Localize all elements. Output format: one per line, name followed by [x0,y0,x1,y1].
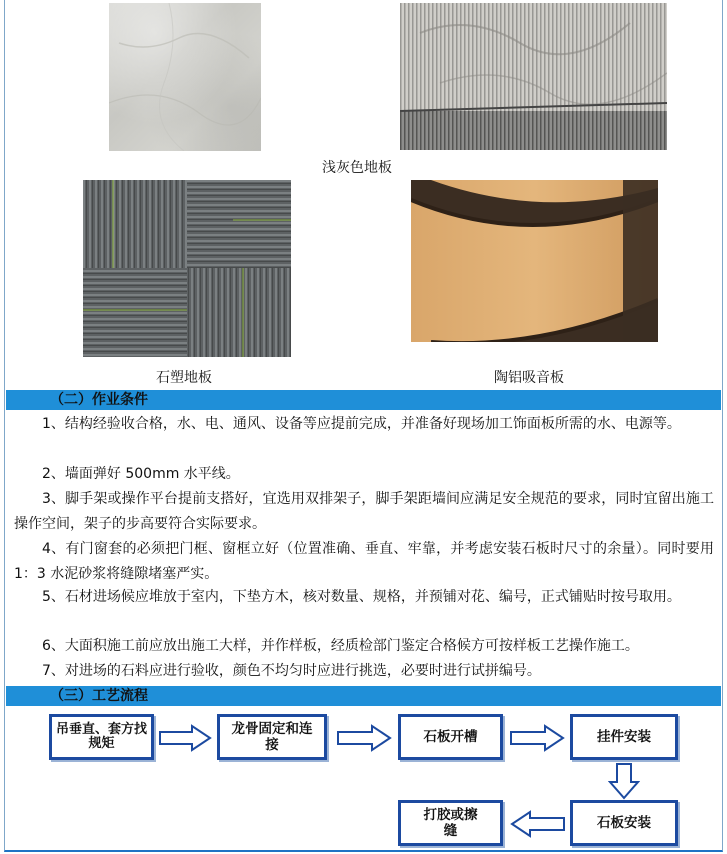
wood-panel-texture [411,180,658,342]
condition-item-2 [14,462,714,487]
carpet-tile-texture [83,180,291,357]
condition-item-4-text: 4、有门窗套的必须把门框、窗框立好（位置准确、垂直、牢靠，并考虑安装石板时尺寸的余量）。同时要用 1：3 水泥砂浆将缝隙堵塞严实。 [14,541,714,582]
caption-ceramic-aluminum-panel: 陶铝吸音板 [494,370,564,386]
condition-item-6 [14,634,714,659]
light-grey-floor-photo-2 [400,3,667,150]
condition-item-5 [14,585,714,610]
condition-item-4 [14,537,714,587]
condition-item-7 [14,659,714,684]
condition-item-2-text: 2、墙面弹好 500mm 水平线。 [42,466,240,482]
condition-item-3-text: 3、脚手架或操作平台提前支搭好，宜选用双排架子，脚手架距墙间应满足安全规范的要求，同时宜留出施工操作空间，架子的步高要符合实际要求。 [14,491,714,532]
condition-item-6-text: 6、大面积施工前应放出施工大样，并作样板，经质检部门鉴定合格候方可按样板工艺操作施工。 [42,638,639,654]
condition-item-5-text: 5、石材进场候应堆放于室内，下垫方木，核对数量、规格，并预铺对花、编号，正式铺贴时按号取用。 [42,589,681,605]
condition-item-1-text: 1、结构经验收合格，水、电、通风、设备等应提前完成，并准备好现场加工饰面板所需的水、电源等。 [42,416,681,432]
flow-arrow-right-icon [509,724,565,752]
marble-texture-1 [109,3,261,151]
flow-arrow-right-icon [336,724,392,752]
flow-step-keel-fix: 龙骨固定和连接 [217,714,327,760]
marble-strip-texture [400,3,667,150]
flow-step-slab-install: 石板安装 [570,800,678,846]
flow-arrow-left-icon [510,810,566,838]
condition-item-3 [14,487,714,537]
caption-light-grey-floor: 浅灰色地板 [322,160,392,176]
flow-step-glue-joint: 打胶或擦缝 [398,800,503,846]
flow-step-slab-groove: 石板开槽 [398,714,503,760]
condition-item-7-text: 7、对进场的石料应进行验收，颜色不均匀时应进行挑选，必要时进行试拼编号。 [42,663,541,679]
section-bar-work-conditions: （二）作业条件 [6,390,721,410]
stone-plastic-floor-photo [83,180,291,357]
condition-item-1 [14,412,714,437]
flow-arrow-right-icon [158,724,212,752]
caption-stone-plastic-floor: 石塑地板 [156,370,212,386]
flow-step-pendant-install: 挂件安装 [570,714,678,760]
flow-step-plumb-square: 吊垂直、套方找规矩 [49,714,154,760]
flow-arrow-down-icon [608,762,640,800]
ceramic-aluminum-panel-photo [411,180,658,342]
light-grey-floor-photo-1 [109,3,261,151]
section-bar-process-flow: （三）工艺流程 [6,686,721,706]
